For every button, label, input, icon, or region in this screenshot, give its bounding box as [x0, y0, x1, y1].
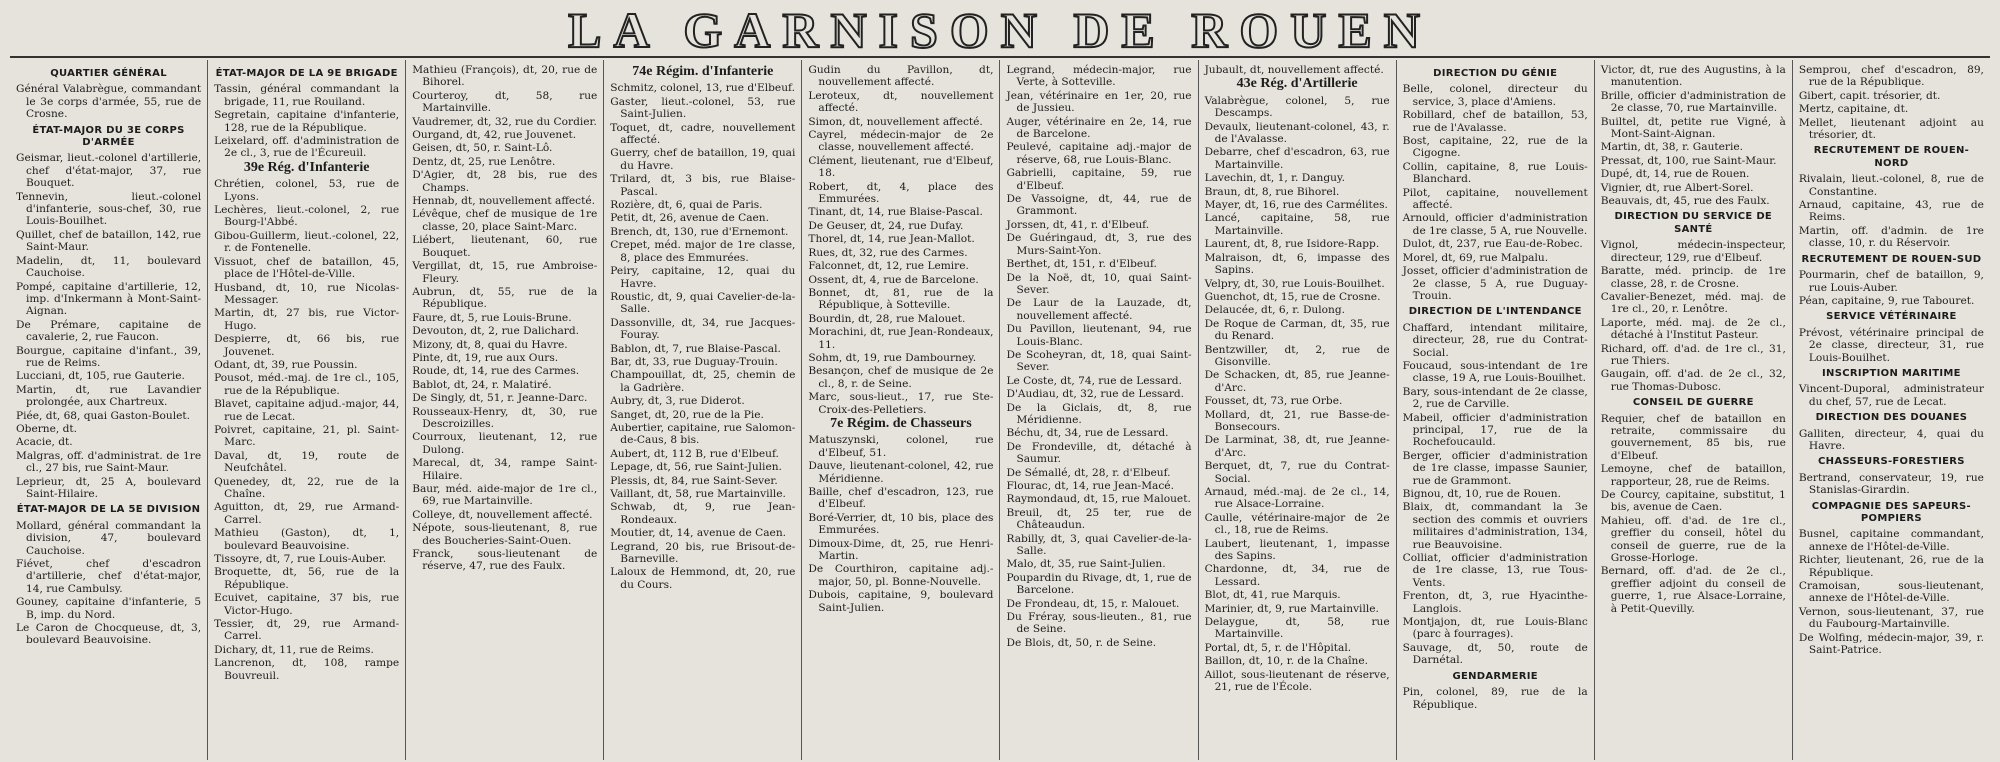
- listing-entry: De la Noë, dt, 10, quai Saint-Sever.: [1006, 271, 1192, 296]
- listing-entry: Brille, officier d'administration de 2e classe, 70, rue Martainville.: [1600, 89, 1786, 115]
- listing-entry: Bonnet, dt, 81, rue de la République, à Sotteville.: [808, 286, 994, 312]
- listing-entry: Mathieu (Gaston), dt, 1, boulevard Beauvoisine.: [214, 527, 400, 552]
- listing-entry: Semprou, chef d'escadron, 89, rue de la République.: [1798, 64, 1984, 89]
- listing-entry: Laubert, lieutenant, 1, impasse des Sapins.: [1204, 537, 1390, 563]
- listing-entry: Mabeil, officier d'administration principal, 17, rue de la Rochefoucauld.: [1402, 411, 1588, 449]
- listing-entry: Tassin, général commandant la brigade, 11, rue Rouiland.: [214, 83, 400, 108]
- section-heading: RECRUTEMENT DE ROUEN-SUD: [1801, 253, 1982, 265]
- listing-entry: Leprieur, dt, 25 A, boulevard Saint-Hilaire.: [16, 475, 202, 500]
- listing-entry: Belle, colonel, directeur du service, 3, place d'Amiens.: [1402, 83, 1588, 108]
- listing-entry: Leroteux, dt, nouvellement affecté.: [808, 89, 994, 115]
- listing-entry: Portal, dt, 5, r. de l'Hôpital.: [1204, 641, 1352, 654]
- listing-entry: Chaffard, intendant militaire, directeur, 28, rue du Contrat-Social.: [1402, 321, 1588, 359]
- listing-entry: Pressat, dt, 100, rue Saint-Maur.: [1600, 154, 1777, 167]
- column-2: [208, 60, 406, 760]
- listing-entry: Lepage, dt, 56, rue Saint-Julien.: [610, 461, 782, 474]
- listing-entry: Braun, dt, 8, rue Bihorel.: [1204, 185, 1340, 198]
- listing-entry: Ossent, dt, 4, rue de Barcelone.: [808, 273, 979, 286]
- listing-entry: Vaillant, dt, 58, rue Martainville.: [610, 488, 786, 500]
- listing-entry: Laporte, méd. maj. de 2e cl., détaché à l'Institut Pasteur.: [1600, 316, 1786, 342]
- listing-entry: Chrétien, colonel, 53, rue de Lyons.: [214, 178, 400, 203]
- listing-entry: Aubertier, capitaine, rue Salomon-de-Caus, 8 bis.: [610, 421, 796, 447]
- listing-entry: Vignier, dt, rue Albert-Sorel.: [1600, 181, 1754, 194]
- listing-entry: Marc, sous-lieut., 17, rue Ste-Croix-des-Pelletiers.: [808, 391, 994, 416]
- listing-entry: Général Valabrègue, commandant le 3e corps d'armée, 55, rue de Crosne.: [16, 83, 202, 121]
- listing-entry: De Frondeville, dt, détaché à Saumur.: [1006, 440, 1192, 466]
- listing-entry: Legrand, 20 bis, rue Brisout-de-Barneville.: [610, 540, 796, 566]
- listing-entry: Baille, chef d'escadron, 123, rue d'Elbeuf.: [808, 486, 994, 511]
- section-heading: 7e Régim. de Chasseurs: [830, 415, 972, 431]
- listing-entry: Peulevé, capitaine adj.-major de réserve, 68, rue Louis-Blanc.: [1006, 141, 1192, 166]
- listing-entry: Vignol, médecin-inspecteur, directeur, 129, rue d'Elbeuf.: [1600, 239, 1786, 264]
- listing-entry: Du Pavillon, lieutenant, 94, rue Louis-Blanc.: [1006, 323, 1192, 348]
- listing-entry: Bablot, dt, 24, r. Malatiré.: [412, 378, 552, 391]
- listing-entry: Raymondaud, dt, 15, rue Malouet.: [1006, 493, 1191, 506]
- listing-entry: Cavalier-Benezet, méd. maj. de 1re cl., 20, r. Lenôtre.: [1600, 290, 1786, 316]
- listing-entry: Hennab, dt, nouvellement affecté.: [412, 195, 595, 208]
- listing-entry: Bourdin, dt, 28, rue Malouet.: [808, 312, 966, 325]
- listing-entry: Tennevin, lieut.-colonel d'infanterie, sous-chef, 30, rue Louis-Bouilhet.: [16, 190, 202, 228]
- listing-entry: Malraison, dt, 6, impasse des Sapins.: [1204, 251, 1390, 277]
- section-heading: GENDARMERIE: [1452, 670, 1538, 682]
- listing-entry: De Singly, dt, 51, r. Jeanne-Darc.: [412, 392, 588, 405]
- listing-entry: Aguitton, dt, 29, rue Armand-Carrel.: [214, 501, 400, 526]
- section-heading: DIRECTION DE L'INTENDANCE: [1408, 306, 1582, 318]
- listing-entry: Debarre, chef d'escadron, 63, rue Martainville.: [1204, 146, 1390, 171]
- listing-entry: Poupardin du Rivage, dt, 1, rue de Barcelone.: [1006, 571, 1192, 597]
- listing-entry: Segretain, capitaine d'infanterie, 128, rue de la République.: [214, 109, 400, 134]
- listing-entry: Frenton, dt, 3, rue Hyacinthe-Langlois.: [1402, 590, 1588, 615]
- column-3: [406, 60, 604, 760]
- section-heading: INSCRIPTION MARITIME: [1822, 367, 1961, 379]
- listing-entry: Rues, dt, 32, rue des Carmes.: [808, 246, 968, 259]
- listing-entry: Bentzwiller, dt, 2, rue de Gisonville.: [1204, 343, 1390, 368]
- listing-entry: Laloux de Hemmond, dt, 20, rue du Cours.: [610, 566, 796, 591]
- section-heading: ÉTAT-MAJOR DE LA 9E BRIGADE: [215, 68, 398, 79]
- listing-entry: Trilard, dt, 3 bis, rue Blaise-Pascal.: [610, 173, 796, 198]
- listing-entry: Vernon, sous-lieutenant, 37, rue du Faubourg-Martainville.: [1798, 605, 1984, 631]
- listing-entry: Brench, dt, 130, rue d'Ernemont.: [610, 225, 789, 238]
- listing-entry: Cramoisan, sous-lieutenant, annexe de l'Hôtel-de-Ville.: [1798, 580, 1984, 605]
- listing-entry: Vergillat, dt, 15, rue Ambroise-Fleury.: [412, 260, 598, 285]
- listing-entry: Mayer, dt, 16, rue des Carmélites.: [1204, 199, 1388, 212]
- listing-entry: Marecal, dt, 34, rampe Saint-Hilaire.: [412, 457, 598, 482]
- listing-entry: De Scoheyran, dt, 18, quai Saint-Sever.: [1006, 348, 1192, 374]
- listing-entry: Requier, chef de bataillon en retraite, commissaire du gouvernement, 85 bis, rue d'Elbeuf.: [1600, 412, 1786, 462]
- listing-entry: Collin, capitaine, 8, rue Louis-Blanchard.: [1402, 160, 1588, 186]
- listing-entry: Béchu, dt, 34, rue de Lessard.: [1006, 427, 1169, 440]
- listing-entry: Bary, sous-intendant de 2e classe, 2, rue de Carville.: [1402, 385, 1588, 411]
- listing-entry: Champouillat, dt, 25, chemin de la Gadrière.: [610, 369, 796, 394]
- listing-entry: Rabilly, dt, 3, quai Cavelier-de-la-Salle.: [1006, 532, 1192, 558]
- listing-entry: Courroux, lieutenant, 12, rue Dulong.: [412, 431, 598, 456]
- section-heading: QUARTIER GÉNÉRAL: [50, 68, 167, 79]
- listing-entry: Pilot, capitaine, nouvellement affecté.: [1402, 186, 1588, 212]
- listing-entry: Chardonne, dt, 34, rue de Lessard.: [1204, 563, 1390, 588]
- listing-entry: Guenchot, dt, 15, rue de Crosne.: [1204, 290, 1381, 303]
- listing-entry: Daval, dt, 19, route de Neufchâtel.: [214, 449, 400, 475]
- listing-entry: Caulle, vétérinaire-major de 2e cl., 18, rue de Reims.: [1204, 511, 1390, 537]
- listing-entry: Pourmarin, chef de bataillon, 9, rue Louis-Auber.: [1798, 269, 1984, 294]
- section-heading: DIRECTION DU GÉNIE: [1433, 68, 1558, 79]
- listing-entry: Bignou, dt, 10, rue de Rouen.: [1402, 488, 1561, 500]
- listing-entry: De Laur de la Lauzade, dt, nouvellement affecté.: [1006, 297, 1192, 322]
- listing-entry: Dassonville, dt, 34, rue Jacques-Fouray.: [610, 316, 796, 342]
- listing-entry: Faure, dt, 5, rue Louis-Brune.: [412, 311, 572, 324]
- listing-entry: Delaucée, dt, 6, r. Dulong.: [1204, 304, 1345, 317]
- listing-entry: Clément, lieutenant, rue d'Elbeuf, 18.: [808, 154, 994, 180]
- listing-entry: Gouney, capitaine d'infanterie, 5 B, imp. du Nord.: [16, 596, 202, 621]
- listing-entry: Franck, sous-lieutenant de réserve, 47, rue des Faulx.: [412, 548, 598, 573]
- listing-entry: Arnaud, méd.-maj. de 2e cl., 14, rue Alsace-Lorraine.: [1204, 486, 1390, 511]
- listing-entry: Crepet, méd. major de 1re classe, 8, place des Emmurées.: [610, 239, 796, 264]
- listing-entry: Mahieu, off. d'ad. de 1re cl., greffier du conseil, hôtel du conseil de guerre, rue de la Grosse-Horloge.: [1600, 514, 1786, 565]
- listing-entry: Geismar, lieut.-colonel d'artillerie, chef d'état-major, 37, rue Bouquet.: [16, 152, 202, 190]
- listing-entry: De Wolfing, médecin-major, 39, r. Saint-Patrice.: [1798, 631, 1984, 657]
- listing-entry: Victor, dt, rue des Augustins, à la manutention.: [1600, 64, 1786, 89]
- column-1: [10, 60, 208, 760]
- listing-entry: Aubry, dt, 3, rue Diderot.: [610, 395, 745, 408]
- listing-entry: Quillet, chef de bataillon, 142, rue Saint-Maur.: [16, 228, 202, 254]
- section-heading: 39e Rég. d'Infanterie: [243, 159, 370, 175]
- listing-entry: Colliat, officier d'administration de 1re classe, 13, rue Tous-Vents.: [1402, 552, 1588, 589]
- listing-entry: Pompé, capitaine d'artillerie, 12, imp. d'Inkermann à Mont-Saint-Aignan.: [16, 280, 202, 318]
- listing-entry: Baillon, dt, 10, r. de la Chaîne.: [1204, 655, 1368, 668]
- listing-entry: D'Audiau, dt, 32, rue de Lessard.: [1006, 388, 1185, 401]
- column-10: [1793, 60, 1990, 760]
- listing-entry: Poivret, capitaine, 21, pl. Saint-Marc.: [214, 423, 400, 449]
- listing-entry: Mollard, général commandant la division, 47, boulevard Cauchoise.: [16, 519, 202, 557]
- listing-entry: Delaygue, dt, 58, rue Martainville.: [1204, 616, 1390, 641]
- listing-entry: Richter, lieutenant, 26, rue de la République.: [1798, 554, 1984, 579]
- listing-entry: Tessier, dt, 29, rue Armand-Carrel.: [214, 618, 400, 643]
- listing-entry: Flourac, dt, 14, rue Jean-Macé.: [1006, 480, 1174, 492]
- listing-entry: Dimoux-Dime, dt, 25, rue Henri-Martin.: [808, 537, 994, 563]
- listing-entry: Bablon, dt, 7, rue Blaise-Pascal.: [610, 342, 781, 355]
- listing-entry: Guerry, chef de bataillon, 19, quai du Havre.: [610, 147, 796, 172]
- listing-entry: Sauvage, dt, 50, route de Darnétal.: [1402, 641, 1588, 667]
- listing-entry: De Roque de Carman, dt, 35, rue du Renard.: [1204, 317, 1390, 343]
- listing-entry: Peiry, capitaine, 12, quai du Havre.: [610, 265, 796, 290]
- listing-entry: De Schacken, dt, 85, rue Jeanne-d'Arc.: [1204, 369, 1390, 394]
- listing-entry: Mollard, dt, 21, rue Basse-de-Bonsecours.: [1204, 408, 1390, 433]
- listing-entry: De Guéringaud, dt, 3, rue des Murs-Saint-Yon.: [1006, 232, 1192, 257]
- listing-entry: Gabrielli, capitaine, 59, rue d'Elbeuf.: [1006, 167, 1192, 192]
- listing-entry: Le Coste, dt, 74, rue de Lessard.: [1006, 374, 1182, 387]
- section-heading: DIRECTION DU SERVICE DE SANTÉ: [1614, 211, 1773, 235]
- listing-entry: Moutier, dt, 14, avenue de Caen.: [610, 527, 787, 540]
- listing-entry: D'Agier, dt, 28 bis, rue des Champs.: [412, 169, 598, 194]
- listing-entry: Thorel, dt, 14, rue Jean-Mallot.: [808, 233, 975, 246]
- listing-entry: Quenedey, dt, 22, rue de la Chaîne.: [214, 475, 400, 500]
- listing-entry: Madelin, dt, 11, boulevard Cauchoise.: [16, 254, 202, 280]
- section-heading: COMPAGNIE DES SAPEURS-POMPIERS: [1811, 500, 1972, 524]
- listing-entry: Legrand, médecin-major, rue Verte, à Sotteville.: [1006, 64, 1192, 89]
- column-7: [1199, 60, 1397, 760]
- listing-entry: Piée, dt, 68, quai Gaston-Boulet.: [16, 409, 190, 422]
- listing-entry: Robert, dt, 4, place des Emmurées.: [808, 180, 994, 206]
- listing-entry: Lucciani, dt, 105, rue Gauterie.: [16, 370, 185, 383]
- listing-entry: Bost, capitaine, 22, rue de la Cigogne.: [1402, 135, 1588, 160]
- listing-entry: Le Caron de Chocqueuse, dt, 3, boulevard Beauvoisine.: [16, 622, 202, 647]
- listing-entry: Bourgue, capitaine d'infant., 39, rue de Reims.: [16, 344, 202, 369]
- column-9: [1595, 60, 1793, 760]
- listing-entry: Blaix, dt, commandant la 3e section des commis et ouvriers militaires d'administration, 134, rue Beauvoisine.: [1402, 501, 1588, 551]
- listing-entry: Bar, dt, 33, rue Duguay-Trouin.: [610, 355, 778, 368]
- listing-entry: Odant, dt, 39, rue Poussin.: [214, 358, 358, 371]
- listing-entry: Vissuot, chef de bataillon, 45, place de l'Hôtel-de-Ville.: [214, 255, 400, 281]
- listing-entry: De Frondeau, dt, 15, r. Malouet.: [1006, 597, 1180, 610]
- listing-entry: Tinant, dt, 14, rue Blaise-Pascal.: [808, 206, 983, 219]
- page-title: LA GARNISON DE ROUEN: [568, 2, 1432, 58]
- listing-entry: Berthet, dt, 151, r. d'Elbeuf.: [1006, 258, 1157, 271]
- listing-entry: De Courthiron, capitaine adj.-major, 50, pl. Bonne-Nouvelle.: [808, 563, 994, 588]
- listing-entry: Sanget, dt, 20, rue de la Pie.: [610, 408, 764, 421]
- listing-entry: Prévost, vétérinaire principal de 2e classe, directeur, 31, rue Louis-Bouilhet.: [1798, 326, 1984, 364]
- section-heading: CHASSEURS-FORESTIERS: [1818, 456, 1965, 468]
- section-heading: DIRECTION DES DOUANES: [1815, 412, 1968, 424]
- listing-entry: Lemoyne, chef de bataillon, rapporteur, 28, rue de Reims.: [1600, 463, 1786, 488]
- listing-entry: Ourgand, dt, 42, rue Jouvenet.: [412, 129, 577, 142]
- listing-entry: Péan, capitaine, 9, rue Tabouret.: [1798, 294, 1975, 307]
- listing-entry: Geisen, dt, 50, r. Saint-Lô.: [412, 142, 553, 155]
- listing-entry: Lévêque, chef de musique de 1re classe, 20, place Saint-Marc.: [412, 208, 598, 233]
- listing-entry: Toquet, dt, cadre, nouvellement affecté.: [610, 121, 796, 147]
- listing-entry: Pinte, dt, 19, rue aux Ours.: [412, 351, 559, 364]
- section-heading: 43e Rég. d'Artillerie: [1236, 76, 1358, 92]
- listing-entry: Gaugain, off. d'ad. de 2e cl., 32, rue Thomas-Dubosc.: [1600, 368, 1786, 393]
- column-4: [604, 60, 802, 760]
- section-heading: 74e Régim. d'Infanterie: [632, 64, 774, 79]
- listing-entry: Valabrègue, colonel, 5, rue Descamps.: [1204, 94, 1390, 120]
- listing-entry: Courteroy, dt, 58, rue Martainville.: [412, 89, 598, 115]
- listing-entry: Vincent-Duporal, administrateur du chef, 57, rue de Lecat.: [1798, 383, 1984, 408]
- listing-entry: Aubrun, dt, 55, rue de la République.: [412, 285, 598, 311]
- section-heading: SERVICE VÉTÉRINAIRE: [1826, 311, 1957, 323]
- listing-entry: Blot, dt, 41, rue Marquis.: [1204, 589, 1341, 602]
- listing-entry: Roude, dt, 14, rue des Carmes.: [412, 365, 580, 378]
- listing-entry: Morel, dt, 69, rue Malpalu.: [1402, 251, 1549, 264]
- listing-entry: Despierre, dt, 66 bis, rue Jouvenet.: [214, 333, 400, 358]
- listing-entry: Devaulx, lieutenant-colonel, 43, r. de l'Avalasse.: [1204, 120, 1390, 146]
- listing-entry: Dichary, dt, 11, rue de Reims.: [214, 643, 374, 656]
- listing-entry: Schmitz, colonel, 13, rue d'Elbeuf.: [610, 82, 795, 95]
- listing-entry: Velpry, dt, 30, rue Louis-Bouilhet.: [1204, 277, 1385, 290]
- section-heading: ÉTAT-MAJOR DU 3E CORPS D'ARMÉE: [32, 124, 185, 149]
- listing-entry: Colleye, dt, nouvellement affecté.: [412, 508, 593, 521]
- listing-entry: Foucaud, sous-intendant de 1re classe, 19 A, rue Louis-Bouilhet.: [1402, 359, 1588, 385]
- listing-entry: Martin, off. d'admin. de 1re classe, 10, r. du Réservoir.: [1798, 224, 1984, 250]
- listing-entry: Beauvais, dt, 45, rue des Faulx.: [1600, 195, 1770, 208]
- listing-entry: Lavechin, dt, 1, r. Danguy.: [1204, 172, 1345, 185]
- listing-entry: Falconnet, dt, 12, rue Lemire.: [808, 260, 969, 273]
- listing-entry: Montjajon, dt, rue Louis-Blanc (parc à fourrages).: [1402, 616, 1588, 641]
- listing-entry: Dauve, lieutenant-colonel, 42, rue Méridienne.: [808, 460, 994, 485]
- listing-entry: Bertrand, conservateur, 19, rue Stanislas-Girardin.: [1798, 471, 1984, 497]
- listing-entry: Mathieu (François), dt, 20, rue de Bihorel.: [412, 64, 598, 89]
- listing-entry: Laurent, dt, 8, rue Isidore-Rapp.: [1204, 238, 1380, 251]
- listing-entry: Morachini, dt, rue Jean-Rondeaux, 11.: [808, 326, 994, 351]
- listing-entry: Josset, officier d'administration de 2e classe, 5 A, rue Duguay-Trouin.: [1402, 265, 1588, 302]
- listing-entry: Ecuivet, capitaine, 37 bis, rue Victor-Hugo.: [214, 592, 400, 617]
- listing-entry: Matuszynski, colonel, rue d'Elbeuf, 51.: [808, 434, 994, 459]
- section-heading: CONSEIL DE GUERRE: [1632, 397, 1754, 409]
- listing-entry: De Prémare, capitaine de cavalerie, 2, rue Faucon.: [16, 318, 202, 344]
- listing-entry: De Blois, dt, 50, r. de Seine.: [1006, 636, 1157, 649]
- listing-entry: De Courcy, capitaine, substitut, 1 bis, avenue de Caen.: [1600, 489, 1786, 514]
- listing-entry: De la Giclais, dt, 8, rue Méridienne.: [1006, 401, 1192, 426]
- listing-entry: Galliten, directeur, 4, quai du Havre.: [1798, 427, 1984, 452]
- listing-entry: Lechères, lieut.-colonel, 2, rue Bourg-l'Abbé.: [214, 204, 400, 229]
- listing-entry: Cayrel, médecin-major de 2e classe, nouvellement affecté.: [808, 129, 994, 154]
- listing-entry: Martin, dt, 27 bis, rue Victor-Hugo.: [214, 307, 400, 332]
- listing-entry: Lancrenon, dt, 108, rampe Bouvreuil.: [214, 657, 400, 682]
- listing-entry: Pousot, méd.-maj. de 1re cl., 105, rue de la République.: [214, 372, 400, 397]
- listing-entry: Aillot, sous-lieutenant de réserve, 21, rue de l'École.: [1204, 668, 1390, 694]
- listing-entry: Martin, dt, rue Lavandier prolongée, aux Chartreux.: [16, 383, 202, 409]
- listing-entry: Baur, méd. aide-major de 1re cl., 69, rue Martainville.: [412, 483, 598, 508]
- listing-entry: Plessis, dt, 84, rue Saint-Sever.: [610, 474, 778, 487]
- listing-entry: Rousseaux-Henry, dt, 30, rue Descroizilles.: [412, 405, 598, 430]
- listing-entry: Tissoyre, dt, 7, rue Louis-Auber.: [214, 553, 387, 566]
- listing-entry: Arnould, officier d'administration de 1re classe, 5 A, rue Nouvelle.: [1402, 212, 1588, 237]
- listing-entry: Husband, dt, 10, rue Nicolas-Messager.: [214, 281, 400, 306]
- column-8: [1397, 60, 1595, 760]
- listing-entry: Devouton, dt, 2, rue Dalichard.: [412, 325, 579, 338]
- listing-entry: Malo, dt, 35, rue Saint-Julien.: [1006, 558, 1166, 571]
- listing-entry: Berger, officier d'administration de 1re classe, impasse Saunier, rue de Grammont.: [1402, 449, 1588, 487]
- listing-entry: Broquette, dt, 56, rue de la République.: [214, 566, 400, 591]
- listing-entry: Gibert, capit. trésorier, dt.: [1798, 89, 1941, 102]
- listing-entry: Busnel, capitaine commandant, annexe de l'Hôtel-de-Ville.: [1798, 528, 1984, 553]
- listing-entry: Jean, vétérinaire en 1er, 20, rue de Jussieu.: [1006, 89, 1192, 115]
- listing-entry: Schwab, dt, 9, rue Jean-Rondeaux.: [610, 501, 796, 526]
- section-heading: ÉTAT-MAJOR DE LA 5E DIVISION: [16, 504, 201, 516]
- listing-entry: Fousset, dt, 73, rue Orbe.: [1204, 395, 1343, 408]
- listing-entry: De Larminat, 38, dt, rue Jeanne-d'Arc.: [1204, 434, 1390, 459]
- listing-entry: Népote, sous-lieutenant, 8, rue des Boucheries-Saint-Ouen.: [412, 522, 598, 547]
- listing-entry: Oberne, dt.: [16, 422, 78, 435]
- listing-entry: Vaudremer, dt, 32, rue du Cordier.: [412, 115, 597, 128]
- listing-entry: Gudin du Pavillon, dt, nouvellement affecté.: [808, 64, 994, 89]
- listing-entry: Du Fréray, sous-lieuten., 81, rue de Seine.: [1006, 611, 1192, 636]
- listing-entry: Boré-Verrier, dt, 10 bis, place des Emmurées.: [808, 511, 994, 537]
- listing-entry: Gaster, lieut.-colonel, 53, rue Saint-Julien.: [610, 95, 796, 121]
- listing-entry: Dentz, dt, 25, rue Lenôtre.: [412, 155, 556, 168]
- listing-entry: Dupé, dt, 14, rue de Rouen.: [1600, 168, 1750, 181]
- listing-entry: Berquet, dt, 7, rue du Contrat-Social.: [1204, 460, 1390, 485]
- listing-entry: Rozière, dt, 6, quai de Paris.: [610, 199, 763, 212]
- section-heading: RECRUTEMENT DE ROUEN-NORD: [1813, 145, 1970, 169]
- listing-entry: Sohm, dt, 19, rue Dambourney.: [808, 351, 977, 364]
- masthead: [10, 4, 1990, 58]
- listing-entry: Arnaud, capitaine, 43, rue de Reims.: [1798, 199, 1984, 224]
- listing-entry: Breuil, dt, 25 ter, rue de Châteaudun.: [1006, 506, 1192, 532]
- listing-entry: Liébert, lieutenant, 60, rue Bouquet.: [412, 234, 598, 259]
- listing-entry: Jubault, dt, nouvellement affecté.: [1204, 64, 1384, 76]
- listing-entry: Baratte, méd. princip. de 1re classe, 28, r. de Crosne.: [1600, 265, 1786, 290]
- listing-entry: Marinier, dt, 9, rue Martainville.: [1204, 602, 1379, 615]
- listing-entry: Mizony, dt, 8, quai du Havre.: [412, 338, 568, 351]
- listing-entry: De Geuser, dt, 24, rue Dufay.: [808, 219, 964, 232]
- listing-entry: Leixelard, off. d'administration de 2e cl., 3, rue de l'Écureuil.: [214, 135, 400, 160]
- listing-entry: Mertz, capitaine, dt.: [1798, 103, 1909, 116]
- listing-entry: Bernard, off. d'ad. de 2e cl., greffier adjoint du conseil de guerre, 1, rue Alsace-Lorraine, à Petit-Quevilly.: [1600, 565, 1786, 615]
- listing-entry: Blavet, capitaine adjud.-major, 44, rue de Lecat.: [214, 398, 400, 423]
- listing-entry: Lancé, capitaine, 58, rue Martainville.: [1204, 212, 1390, 237]
- listing-entry: Rivalain, lieut.-colonel, 8, rue de Constantine.: [1798, 173, 1984, 198]
- listing-entry: Martin, dt, 38, r. Gauterie.: [1600, 141, 1744, 154]
- columns-container: [10, 60, 1990, 760]
- listing-entry: Pin, colonel, 89, rue de la République.: [1402, 686, 1588, 711]
- listing-entry: Aubert, dt, 112 B, rue d'Elbeuf.: [610, 447, 779, 460]
- listing-entry: Malgras, off. d'administrat. de 1re cl., 27 bis, rue Saint-Maur.: [16, 449, 202, 475]
- column-5: [802, 60, 1000, 760]
- listing-entry: Jorssen, dt, 41, r. d'Elbeuf.: [1006, 218, 1150, 231]
- listing-entry: De Sémallé, dt, 28, r. d'Elbeuf.: [1006, 466, 1171, 479]
- listing-entry: Richard, off. d'ad. de 1re cl., 31, rue Thiers.: [1600, 342, 1786, 367]
- listing-entry: Gibou-Guillerm, lieut.-colonel, 22, r. de Fontenelle.: [214, 229, 400, 255]
- listing-entry: Besançon, chef de musique de 2e cl., 8, r. de Seine.: [808, 365, 994, 390]
- listing-entry: Robillard, chef de bataillon, 53, rue de l'Avalasse.: [1402, 109, 1588, 134]
- listing-entry: Builtel, dt, petite rue Vigné, à Mont-Saint-Aignan.: [1600, 115, 1786, 141]
- listing-entry: Mellet, lieutenant adjoint au trésorier, dt.: [1798, 116, 1984, 142]
- listing-entry: Auger, vétérinaire en 2e, 14, rue de Barcelone.: [1006, 115, 1192, 141]
- listing-entry: Fiévet, chef d'escadron d'artillerie, chef d'état-major, 14, rue Cambulsy.: [16, 558, 202, 595]
- listing-entry: Dubois, capitaine, 9, boulevard Saint-Julien.: [808, 589, 994, 614]
- listing-entry: Acacie, dt.: [16, 436, 73, 449]
- listing-entry: De Vassoigne, dt, 44, rue de Grammont.: [1006, 193, 1192, 218]
- listing-entry: Simon, dt, nouvellement affecté.: [808, 115, 983, 128]
- listing-entry: Dulot, dt, 237, rue Eau-de-Robec.: [1402, 238, 1583, 251]
- column-6: [1000, 60, 1198, 760]
- listing-entry: Roustic, dt, 9, quai Cavelier-de-la-Salle.: [610, 290, 796, 316]
- listing-entry: Petit, dt, 26, avenue de Caen.: [610, 212, 769, 225]
